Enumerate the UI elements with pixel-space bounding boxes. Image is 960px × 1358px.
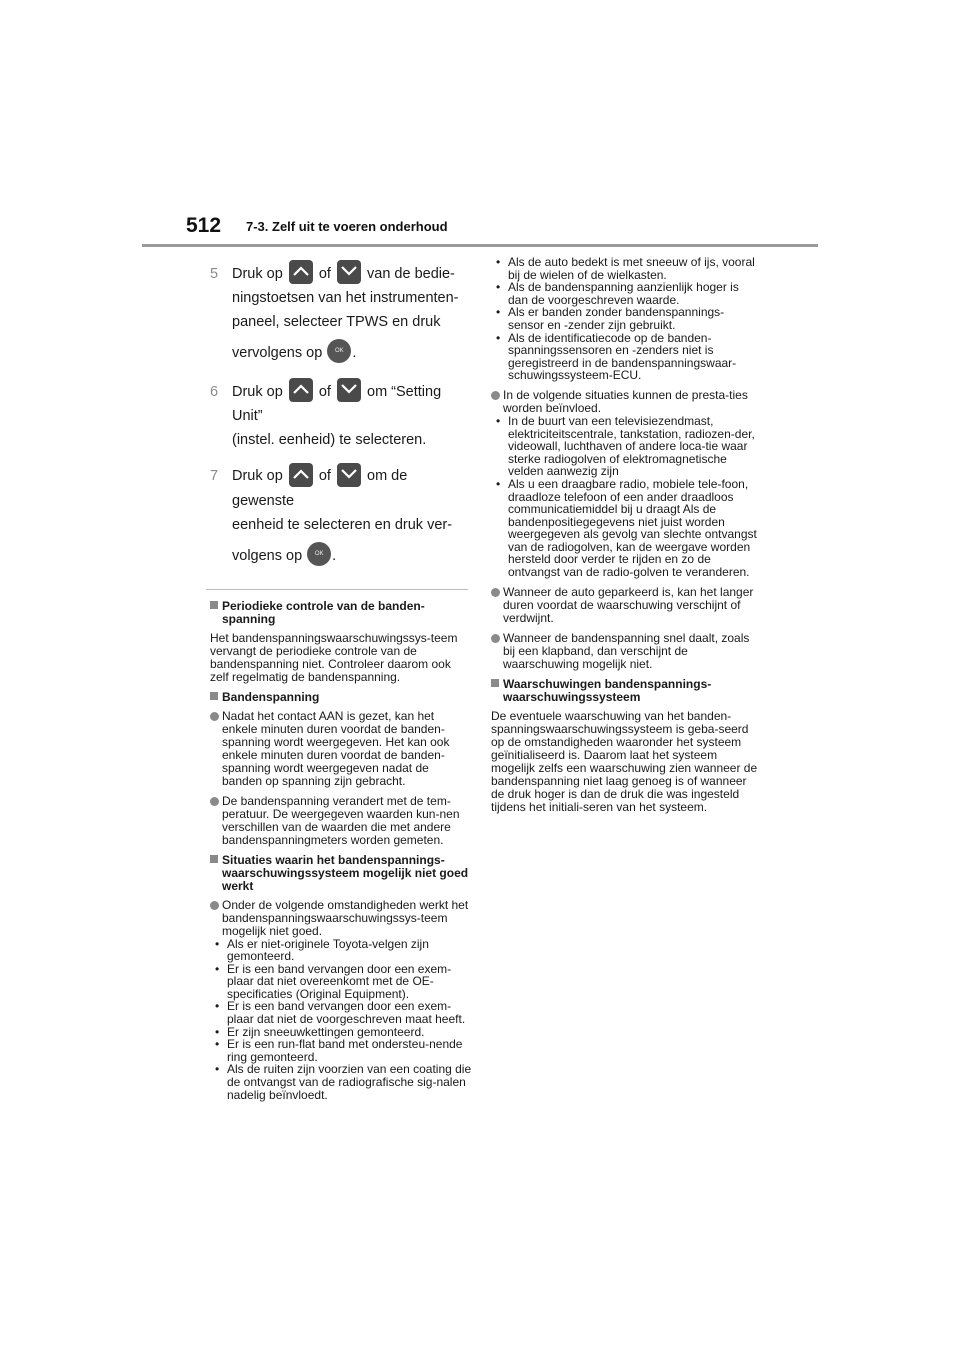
step-text: of (318, 468, 331, 485)
list-item: • Als de identificatiecode op de banden-spanningssensoren en -zenders niet is geregistreerd in de bandenspanningswaar-schuwingssysteem-ECU. (491, 332, 759, 382)
step-text: Druk op (232, 468, 283, 485)
circle-bullet-icon (491, 391, 500, 400)
section-title: 7-3. Zelf uit te voeren onderhoud (246, 219, 448, 234)
dot-text: Wanneer de bandenspanning snel daalt, zoals bij een klapband, dan verschijnt de waarschuwing mogelijk niet. (503, 630, 750, 671)
step-6 (210, 380, 472, 452)
left-column (210, 262, 472, 1108)
bullet-list (210, 938, 472, 1102)
list-item: • Als de auto bedekt is met sneeuw of ijs, vooral bij de wielen of de wielkasten. (491, 256, 759, 281)
square-bullet-icon (210, 601, 218, 609)
heading-text: Bandenspanning (222, 689, 320, 704)
circle-bullet-icon (210, 712, 219, 721)
square-bullet-icon (210, 855, 218, 863)
chevron-down-icon (337, 463, 361, 487)
section-heading (210, 600, 472, 626)
list-item: • Als er niet-originele Toyota-velgen zijn gemonteerd. (210, 938, 472, 963)
right-column (491, 256, 759, 821)
step-number: 7 (210, 468, 219, 485)
step-text: eenheid te selecteren en druk ver- (232, 516, 453, 533)
dot-text: Onder de volgende omstandigheden werkt het bandenspanningswaarschuwingssys-teem mogelijk niet goed. (222, 897, 469, 938)
step-5 (210, 262, 472, 368)
step-number: 5 (210, 266, 219, 282)
circle-bullet-icon (210, 901, 219, 910)
list-item: • Als er banden zonder bandenspannings-sensor en -zender zijn gebruikt. (491, 306, 759, 331)
dot-item (210, 710, 472, 788)
ok-button-icon: OK (307, 542, 331, 566)
circle-bullet-icon (491, 634, 500, 643)
list-item: • Als u een draagbare radio, mobiele tele-foon, draadloze telefoon of een ander draadloos communicatiemiddel bij u draagt Als de bandenpositiegegevens niet juist worden weergegeven als gevolg van slechte ontvangst van de radiogolven, kan de weergave worden hersteld door verder te rijden en zo de ontvangst van de radio-golven te veranderen. (491, 478, 759, 579)
ok-button-icon: OK (327, 339, 351, 363)
list-item: • Er zijn sneeuwkettingen gemonteerd. (210, 1026, 472, 1039)
list-item: • Als de bandenspanning aanzienlijk hoger is dan de voorgeschreven waarde. (491, 281, 759, 306)
step-text: (instel. eenheid) te selecteren. (232, 432, 427, 449)
dot-item (491, 389, 759, 415)
dot-text: Nadat het contact AAN is gezet, kan het enkele minuten duren voordat de banden-spanning wordt weergegeven. Het kan ook enkele minuten duren voordat de banden-spanning wordt weergegeven nadat de banden op spanning zijn gebracht. (222, 708, 450, 788)
dot-text: In de volgende situaties kunnen de presta-ties worden beïnvloed. (503, 387, 748, 415)
dot-text: Wanneer de auto geparkeerd is, kan het langer duren voordat de waarschuwing verschijnt of verdwijnt. (503, 584, 754, 625)
step-text: van de bedie- (367, 266, 455, 282)
list-item: • Als de ruiten zijn voorzien van een coating die de ontvangst van de radiografische sig-nalen nadelig beïnvloedt. (210, 1063, 472, 1101)
paragraph: Het bandenspanningswaarschuwingssys-teem vervangt de periodieke controle van de bandenspanning niet. Controleer daarom ook zelf regelmatig de bandenspanning. (210, 630, 458, 684)
chevron-down-icon (337, 260, 361, 284)
page-number: 512 (186, 214, 222, 237)
section-heading (210, 854, 472, 893)
step-text: . (332, 547, 337, 564)
dot-item (491, 586, 759, 625)
step-text: om “Setting Unit” (232, 384, 442, 425)
step-text: Druk op (232, 266, 283, 282)
step-text: of (318, 266, 331, 282)
chevron-down-icon (337, 378, 361, 402)
circle-bullet-icon (210, 797, 219, 806)
step-text: vervolgens op (232, 345, 323, 362)
dot-item (210, 899, 472, 938)
bullet-list (491, 415, 759, 579)
paragraph: De eventuele waarschuwing van het banden-spanningswaarschuwingssysteem is geba-seerd op de omstandigheden waaronder het systeem geïnitialiseerd is. Daarom laat het systeem mogelijk zelfs een waarschuwing zien wanneer de bandenspanning niet laag genoeg is of wanneer de druk hoger is dan de druk die was ingesteld tijdens het initiali-seren van het systeem. (491, 708, 758, 814)
list-item: • Er is een band vervangen door een exem-plaar dat niet de voorgeschreven maat heeft. (210, 1000, 472, 1025)
heading-text: Situaties waarin het bandenspannings-waarschuwingssysteem mogelijk niet goed werkt (222, 852, 469, 893)
step-number: 6 (210, 384, 219, 401)
bullet-list (491, 256, 759, 382)
header-rule (142, 244, 818, 247)
heading-text: Waarschuwingen bandenspannings-waarschuwingssysteem (503, 676, 712, 704)
dot-item (210, 795, 472, 847)
step-text: Druk op (232, 384, 283, 401)
step-text: . (352, 345, 357, 362)
list-item: • Er is een band vervangen door een exem-plaar dat niet overeenkomt met de OE-specificaties (Original Equipment). (210, 963, 472, 1001)
section-divider (206, 589, 468, 590)
section-heading (210, 691, 472, 704)
list-item: • In de buurt van een televisiezendmast, elektriciteitscentrale, tankstation, radiozen-der, videowall, luchthaven of andere loca-tie waar sterke radiogolven of elektromagnetische velden aanwezig zijn (491, 415, 759, 478)
square-bullet-icon (210, 692, 218, 700)
step-text: ningstoetsen van het instrumenten- (232, 290, 459, 307)
square-bullet-icon (491, 679, 499, 687)
step-text: of (318, 384, 331, 401)
dot-item (491, 632, 759, 671)
step-text: volgens op (232, 547, 303, 564)
dot-text: De bandenspanning verandert met de tem-peratuur. De weergegeven waarden kun-nen verschillen van de waarden die met andere bandenspanningmeters worden gemeten. (222, 793, 460, 847)
step-7 (210, 464, 472, 570)
heading-text: Periodieke controle van de banden-spanning (222, 598, 425, 626)
chevron-up-icon (289, 260, 313, 284)
step-text: paneel, selecteer TPWS en druk (232, 314, 441, 331)
chevron-up-icon (289, 378, 313, 402)
section-heading (491, 678, 759, 704)
list-item: • Er is een run-flat band met ondersteu-nende ring gemonteerd. (210, 1038, 472, 1063)
step-text: om de gewenste (232, 468, 408, 509)
chevron-up-icon (289, 463, 313, 487)
circle-bullet-icon (491, 588, 500, 597)
